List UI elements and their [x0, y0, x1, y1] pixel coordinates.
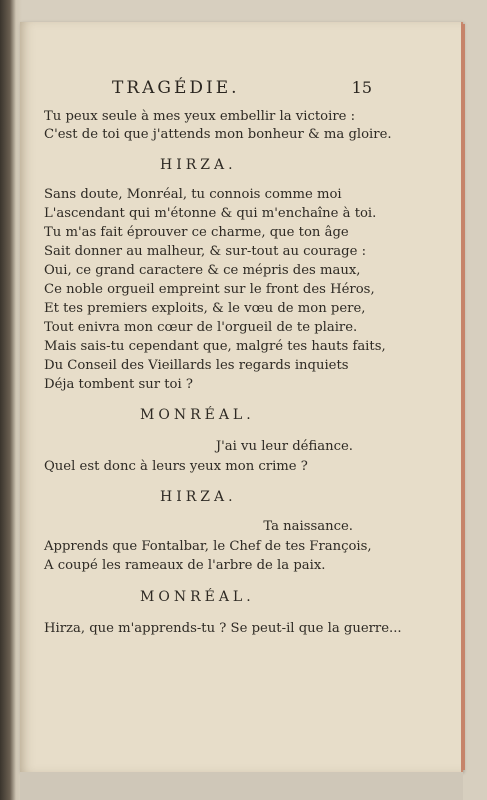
speaker-name: HIRZA. [160, 157, 237, 173]
verse-line: Sans doute, Monréal, tu connois comme moi [44, 187, 342, 202]
verse-line: Et tes premiers exploits, & le vœu de mon pere, [44, 301, 366, 316]
verse-line: Tu peux seule à mes yeux embellir la victoire : [44, 109, 356, 124]
running-header [112, 78, 372, 102]
verse-line: Du Conseil des Vieillards les regards inquiets [44, 358, 349, 373]
verse-line: Apprends que Fontalbar, le Chef de tes François, [44, 539, 372, 554]
verse-line: A coupé les rameaux de l'arbre de la paix. [44, 558, 326, 573]
verse-line: Ce noble orgueil empreint sur le front des Héros, [44, 282, 375, 297]
page-number: 15 [351, 78, 372, 97]
page-edge [461, 24, 465, 770]
running-title: TRAGÉDIE. [112, 78, 240, 98]
verse-line: Déja tombent sur toi ? [44, 377, 193, 392]
verse-line: L'ascendant qui m'étonne & qui m'enchaîne à toi. [44, 206, 377, 221]
verse-line: C'est de toi que j'attends mon bonheur & ma gloire. [44, 127, 392, 142]
verse-line: Hirza, que m'apprends-tu ? Se peut-il que la guerre... [44, 621, 402, 636]
verse-line: Tu m'as fait éprouver ce charme, que ton âge [44, 225, 349, 240]
verse-line: Ta naissance. [263, 519, 353, 534]
verse-line: Oui, ce grand caractere & ce mépris des maux, [44, 263, 361, 278]
speaker-name: MONRÉAL. [140, 407, 255, 423]
verse-line: Tout enivra mon cœur de l'orgueil de te plaire. [44, 320, 358, 335]
speaker-name: HIRZA. [160, 489, 237, 505]
speaker-name: MONRÉAL. [140, 589, 255, 605]
page-bottom-margin [20, 772, 463, 800]
verse-line: Mais sais-tu cependant que, malgré tes hauts faits, [44, 339, 386, 354]
verse-line: Sait donner au malheur, & sur-tout au courage : [44, 244, 367, 259]
verse-line: Quel est donc à leurs yeux mon crime ? [44, 459, 308, 474]
verse-line: J'ai vu leur défiance. [215, 439, 353, 454]
